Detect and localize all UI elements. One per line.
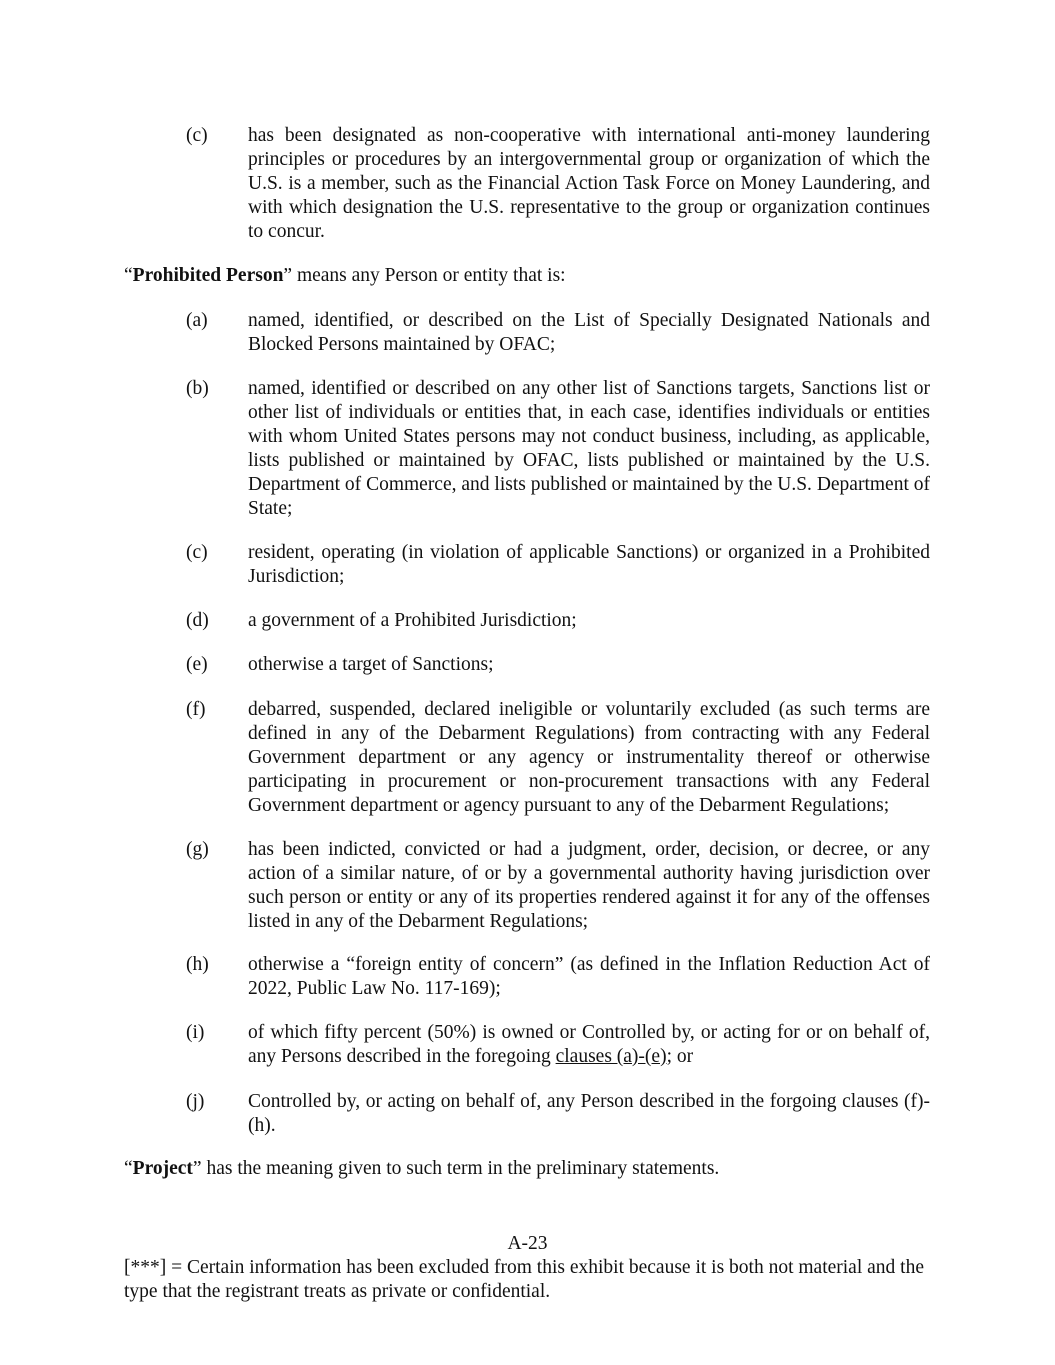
open-quote: “ bbox=[124, 1158, 133, 1179]
clause-text: otherwise a target of Sanctions; bbox=[248, 654, 494, 675]
clause-label: (g) bbox=[186, 839, 209, 860]
clause-text: has been designated as non-cooperative with international anti-money laundering principles or procedures by an intergovernmental group or organization of which the U.S. is a member, such as the Financial Action Task Force on Money Laundering, and with which designation the U.S. representative to the group or organization continues to concur. bbox=[248, 125, 930, 242]
clause-text-start: of which fifty percent (50%) is owned or Controlled by, or acting for or on behalf of, any Persons described in the foregoing bbox=[248, 1022, 930, 1067]
clause-text: resident, operating (in violation of applicable Sanctions) or organized in a Prohibited Jurisdiction; bbox=[248, 542, 930, 587]
clause-label: (j) bbox=[186, 1091, 205, 1112]
page-number: A-23 bbox=[507, 1233, 548, 1254]
definition-project bbox=[124, 1157, 934, 1181]
clause-f bbox=[186, 698, 930, 818]
clause-label: (f) bbox=[186, 699, 206, 720]
clause-a bbox=[186, 309, 930, 357]
clause-text: has been indicted, convicted or had a judgment, order, decision, or decree, or any action of a similar nature, of or by a governmental authority having jurisdiction over such person or entity or any of its properties rendered against it for any of the offenses listed in any of the Debarment Regulations; bbox=[248, 839, 930, 932]
clause-g bbox=[186, 838, 930, 934]
clause-text: Controlled by, or acting on behalf of, any Person described in the forgoing clauses (f)-(h). bbox=[248, 1091, 930, 1136]
clause-text: named, identified, or described on the List of Specially Designated Nationals and Blocked Persons maintained by OFAC; bbox=[248, 310, 930, 355]
definition-text: ” has the meaning given to such term in the preliminary statements. bbox=[192, 1158, 720, 1179]
defined-term: Prohibited Person bbox=[132, 265, 284, 286]
clause-j bbox=[186, 1090, 930, 1138]
definition-text: ” means any Person or entity that is: bbox=[283, 265, 566, 286]
clause-text bbox=[248, 1021, 930, 1069]
clause-label: (c) bbox=[186, 542, 208, 563]
clause-d bbox=[186, 609, 930, 633]
clause-text: otherwise a “foreign entity of concern” (as defined in the Inflation Reduction Act of 2022, Public Law No. 117-169); bbox=[248, 954, 930, 999]
open-quote: “ bbox=[124, 265, 133, 286]
clause-c-top bbox=[186, 124, 930, 244]
clause-label: (e) bbox=[186, 654, 208, 675]
clause-label: (d) bbox=[186, 610, 209, 631]
clause-label: (c) bbox=[186, 125, 208, 146]
clause-label: (b) bbox=[186, 378, 209, 399]
clause-e bbox=[186, 653, 930, 677]
clause-c bbox=[186, 541, 930, 589]
clause-label: (a) bbox=[186, 310, 208, 331]
clause-cross-reference: clauses (a)-(e) bbox=[555, 1046, 667, 1067]
clause-text: named, identified or described on any other list of Sanctions targets, Sanctions list or other list of individuals or entities that, in each case, identifies individuals or entities with whom United States persons may not conduct business, including, as applicable, lists published or maintained by OFAC, lists published or maintained by the U.S. Department of Commerce, and lists published or maintained by the U.S. Department of State; bbox=[248, 378, 930, 519]
clause-label: (i) bbox=[186, 1022, 205, 1043]
clause-text: a government of a Prohibited Jurisdiction; bbox=[248, 610, 577, 631]
clause-label: (h) bbox=[186, 954, 209, 975]
defined-term: Project bbox=[132, 1158, 193, 1179]
clause-b bbox=[186, 377, 930, 521]
clause-i bbox=[186, 1021, 930, 1069]
definition-prohibited-person bbox=[124, 264, 934, 288]
footer-note: [***] = Certain information has been excluded from this exhibit because it is both not material and the type that the registrant treats as private or confidential. bbox=[124, 1257, 924, 1302]
clause-h bbox=[186, 953, 930, 1001]
clause-text-end: ; or bbox=[666, 1046, 694, 1067]
clause-text: debarred, suspended, declared ineligible or voluntarily excluded (as such terms are defined in any of the Debarment Regulations) from contracting with any Federal Government department or any agency or instrumentality thereof or otherwise participating in procurement or non-procurement transactions with any Federal Government department or agency pursuant to any of the Debarment Regulations; bbox=[248, 699, 930, 816]
